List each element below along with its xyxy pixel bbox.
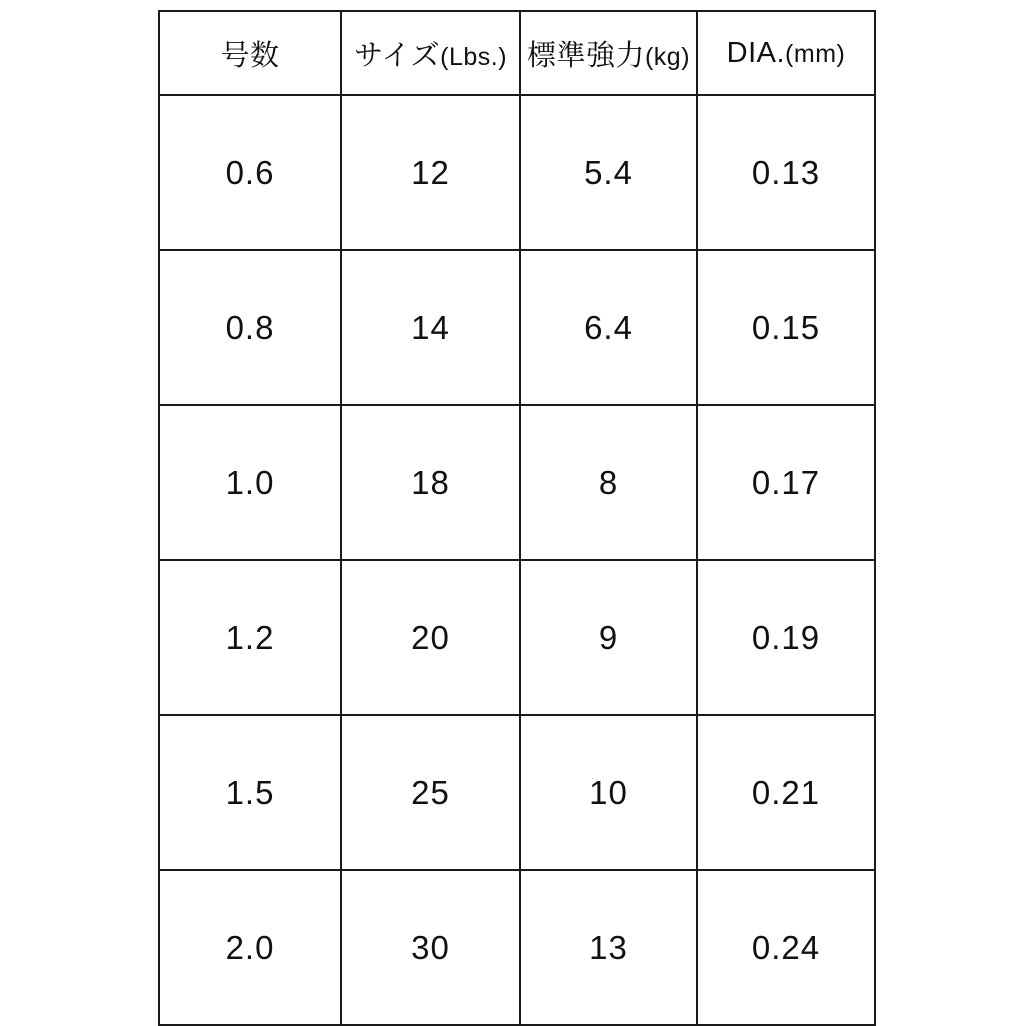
header-cell-go xyxy=(159,11,341,95)
table-header xyxy=(159,11,875,95)
cell-dia: 0.17 xyxy=(697,405,875,560)
cell-kg: 9 xyxy=(520,560,697,715)
table-row xyxy=(159,560,875,715)
header-label-size: サイズ xyxy=(353,39,441,72)
table-row xyxy=(159,715,875,870)
cell-go: 1.5 xyxy=(159,715,341,870)
header-label-go: 号数 xyxy=(220,39,280,72)
header-cell-strength xyxy=(520,11,697,95)
header-label-dia: DIA. xyxy=(726,36,786,69)
cell-lbs: 12 xyxy=(341,95,520,250)
header-unit-size: (Lbs.) xyxy=(440,42,508,71)
cell-go: 0.8 xyxy=(159,250,341,405)
cell-kg: 13 xyxy=(520,870,697,1025)
cell-kg: 6.4 xyxy=(520,250,697,405)
table-body xyxy=(159,95,875,1025)
cell-dia: 0.19 xyxy=(697,560,875,715)
table-row xyxy=(159,95,875,250)
line-spec-table xyxy=(158,10,876,1026)
cell-go: 2.0 xyxy=(159,870,341,1025)
cell-go: 1.2 xyxy=(159,560,341,715)
cell-dia: 0.15 xyxy=(697,250,875,405)
cell-kg: 8 xyxy=(520,405,697,560)
spec-table-container xyxy=(158,10,866,1010)
cell-go: 1.0 xyxy=(159,405,341,560)
header-unit-dia: (mm) xyxy=(785,39,846,68)
cell-lbs: 14 xyxy=(341,250,520,405)
header-unit-strength: (kg) xyxy=(644,42,691,71)
cell-kg: 5.4 xyxy=(520,95,697,250)
cell-go: 0.6 xyxy=(159,95,341,250)
cell-dia: 0.13 xyxy=(697,95,875,250)
table-row xyxy=(159,250,875,405)
header-cell-dia xyxy=(697,11,875,95)
table-row xyxy=(159,405,875,560)
table-row xyxy=(159,870,875,1025)
cell-dia: 0.21 xyxy=(697,715,875,870)
cell-lbs: 25 xyxy=(341,715,520,870)
cell-kg: 10 xyxy=(520,715,697,870)
header-label-strength: 標準強力 xyxy=(526,39,645,72)
cell-lbs: 30 xyxy=(341,870,520,1025)
header-cell-size xyxy=(341,11,520,95)
cell-lbs: 18 xyxy=(341,405,520,560)
cell-dia: 0.24 xyxy=(697,870,875,1025)
table-header-row xyxy=(159,11,875,95)
cell-lbs: 20 xyxy=(341,560,520,715)
